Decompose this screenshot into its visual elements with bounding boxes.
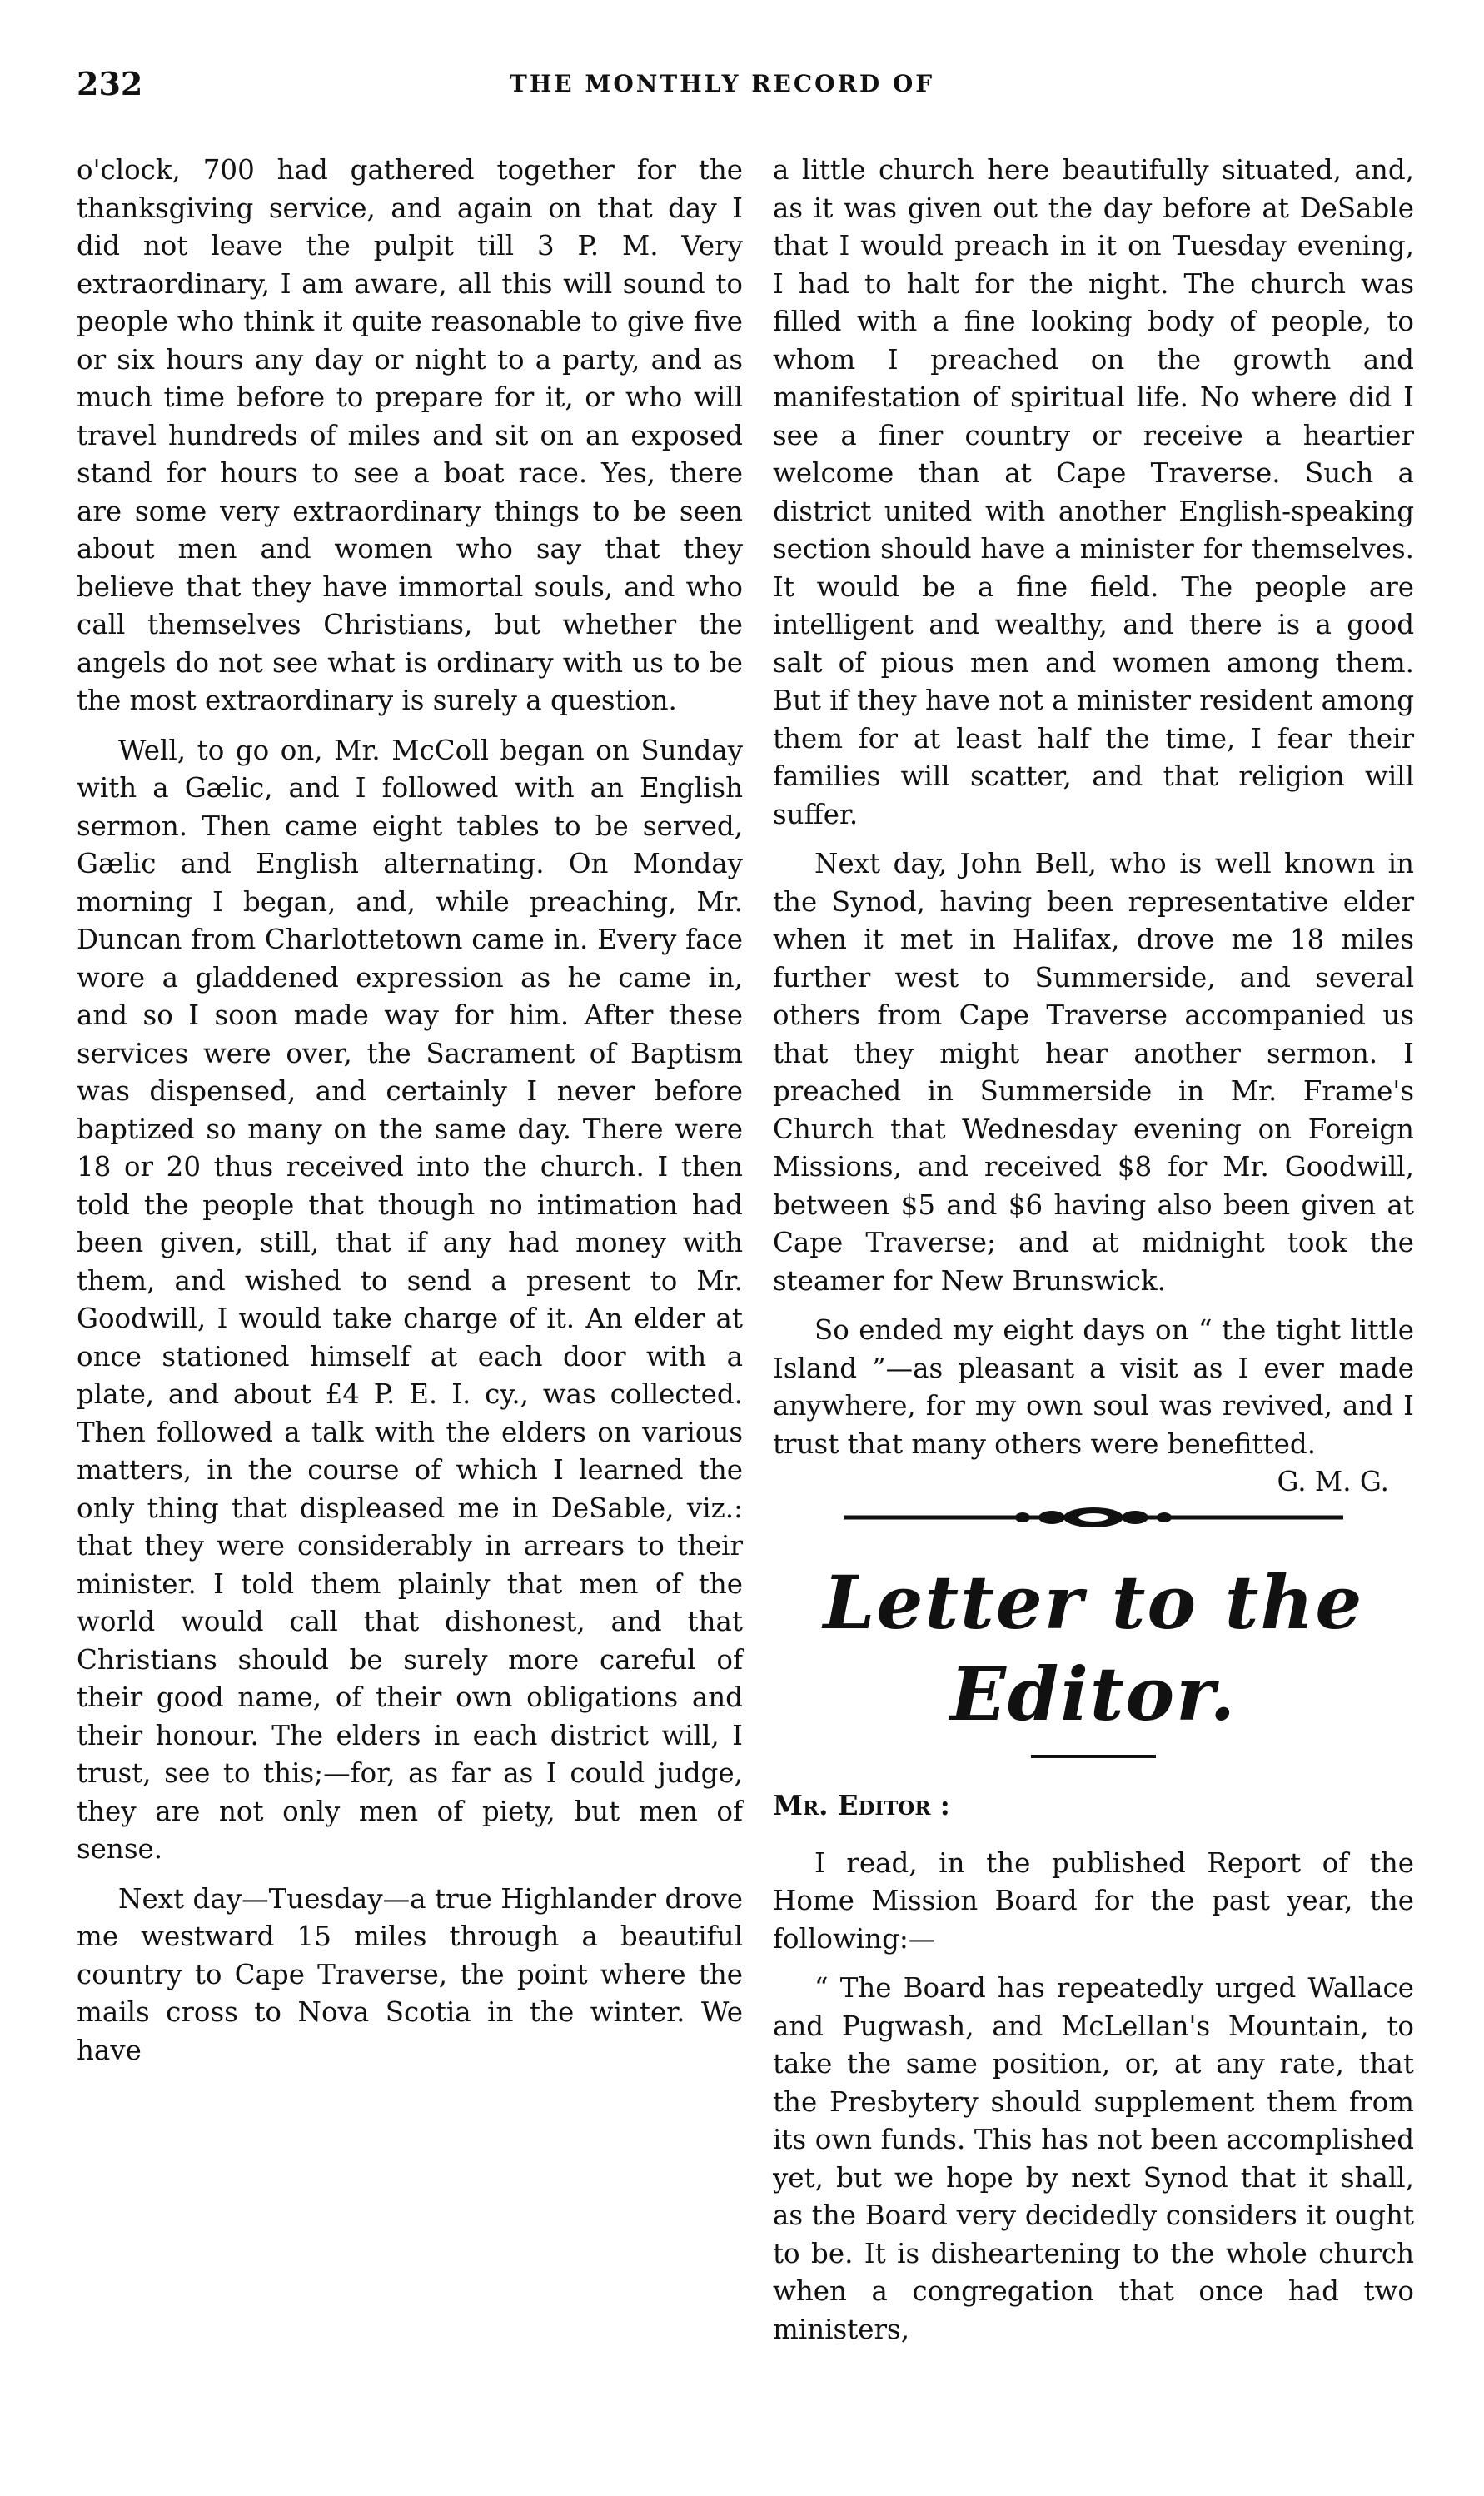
letter-title: Letter to the Editor. (823, 1559, 1364, 1737)
paragraph: Next day—Tuesday—a true Highlander drove me westward 15 miles through a beautiful country to Cape Traverse, the point where the mails cross to Nova Scotia in the winter. We have (77, 1882, 743, 2066)
title-rule (1031, 1755, 1156, 1758)
right-column (773, 152, 1414, 2360)
quoted-paragraph: “ The Board has repeatedly urged Wallace and Pugwash, and McLellan's Mountain, to take the same position, or, at any rate, that the Presbytery should supplement them from its own funds. This has not been accomplished yet, but we hope by next Synod that it shall, as the Board very decidedly considers it ought to be. It is disheartening to the whole church when a congregation that once had two ministers, (773, 1972, 1414, 2345)
salutation: Mr. Editor : (773, 1789, 950, 1821)
page-header (77, 65, 1409, 115)
closing-text: So ended my eight days on “ the tight little Island ”—as pleasant a visit as I ever made anywhere, for my own soul was revived, and I trust that many others were benefitted. (773, 1314, 1414, 1460)
paragraph: Well, to go on, Mr. McColl began on Sunday with a Gælic, and I followed with an English sermon. Then came eight tables to be served, Gælic and English alternating. On Monday morning I began, and, while preaching, Mr. Duncan from Charlottetown came in. Every face wore a gladdened expression as he came in, and so I soon made way for him. After these services were over, the Sacrament of Baptism was dispensed, and certainly I never before baptized so many on the same day. There were 18 or 20 thus received into the church. I then told the people that though no intimation had been given, still, that if any had money with them, and wished to send a present to Mr. Goodwill, I would take charge of it. An elder at once stationed himself at each door with a plate, and about £4 P. E. I. cy., was collected. Then followed a talk with the elders on various matters, in the course of which I learned the only thing that displeased me in DeSable, viz.: that they were considerably in arrears to their minister. I told them plainly that men of the world would call that dishonest, and that Christians should be surely more careful of their good name, of their own obligations and their honour. The elders in each district will, I trust, see to this;—for, as far as I could judge, they are not only men of piety, but men of sense. (77, 734, 743, 1865)
paragraph (773, 1312, 1414, 1497)
ornament-divider-icon (844, 1503, 1343, 1532)
author-signature: G. M. G. (1277, 1466, 1389, 1497)
running-head: THE MONTHLY RECORD OF (510, 70, 935, 97)
paragraph: I read, in the published Report of the Home Mission Board for the past year, the following:— (773, 1846, 1414, 1955)
paragraph: Next day, John Bell, who is well known in the Synod, having been representative elder when it met in Halifax, drove me 18 miles further west to Summerside, and several others from Cape Traverse accompanied us that they might hear another sermon. I preached in Summerside in Mr. Frame's Church that Wednesday evening on Foreign Missions, and received $8 for Mr. Goodwill, between $5 and $6 having also been given at Cape Traverse; and at midnight took the steamer for New Brunswick. (773, 848, 1414, 1297)
page-number: 232 (77, 65, 143, 102)
paragraph: a little church here beautifully situated, and, as it was given out the day before at DeSable that I would preach in it on Tuesday evening, I had to halt for the night. The church was filled with a fine looking body of people, to whom I preached on the growth and manifestation of spiritual life. No where did I see a finer country or receive a heartier welcome than at Cape Traverse. Such a district united with another English-speaking section should have a minister for themselves. It would be a fine field. The people are intelligent and wealthy, and there is a good salt of pious men and women among them. But if they have not a minister resident among them for at least half the time, I fear their families will scatter, and that religion will suffer. (773, 154, 1414, 830)
paragraph: o'clock, 700 had gathered together for the thanksgiving service, and again on that day I did not leave the pulpit till 3 P. M. Very extraordinary, I am aware, all this will sound to people who think it quite reasonable to give five or six hours any day or night to a party, and as much time before to prepare for it, or who will travel hundreds of miles and sit on an exposed stand for hours to see a boat race. Yes, there are some very extraordinary things to be seen about men and women who say that they believe that they have immortal souls, and who call themselves Christians, but whether the angels do not see what is ordinary with us to be the most extraordinary is surely a question. (77, 154, 743, 716)
left-column (77, 152, 743, 2081)
